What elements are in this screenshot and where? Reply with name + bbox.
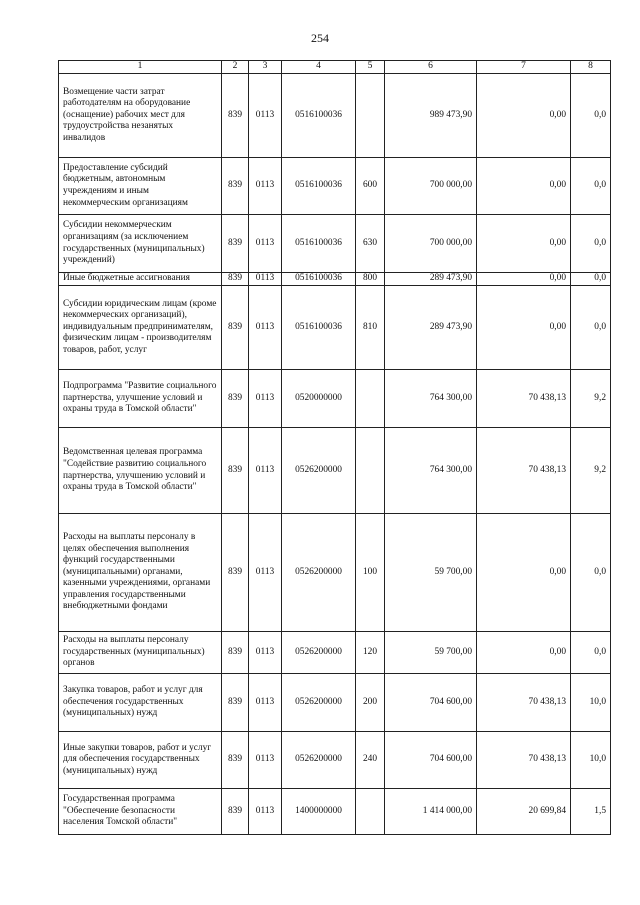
row-actual-amount: 20 699,84 xyxy=(477,789,571,835)
table-row xyxy=(59,370,611,428)
row-target-article: 0526200000 xyxy=(282,674,356,732)
row-expense-type: 630 xyxy=(356,215,385,273)
row-expense-type: 800 xyxy=(356,273,385,286)
header-col-6: 6 xyxy=(385,61,477,74)
row-actual-amount: 0,00 xyxy=(477,74,571,158)
row-expense-type: 240 xyxy=(356,732,385,789)
row-expense-type: 200 xyxy=(356,674,385,732)
row-name: Иные бюджетные ассигнования xyxy=(59,273,222,286)
row-actual-amount: 0,00 xyxy=(477,158,571,215)
row-target-article: 0526200000 xyxy=(282,514,356,632)
row-section-code: 0113 xyxy=(249,674,282,732)
row-admin-code: 839 xyxy=(222,273,249,286)
row-section-code: 0113 xyxy=(249,514,282,632)
row-plan-amount: 59 700,00 xyxy=(385,632,477,674)
row-plan-amount: 700 000,00 xyxy=(385,215,477,273)
header-col-3: 3 xyxy=(249,61,282,74)
row-target-article: 0516100036 xyxy=(282,74,356,158)
row-target-article: 0516100036 xyxy=(282,286,356,370)
header-col-8: 8 xyxy=(571,61,611,74)
row-percent: 10,0 xyxy=(571,674,611,732)
row-plan-amount: 700 000,00 xyxy=(385,158,477,215)
table-row xyxy=(59,674,611,732)
row-percent: 10,0 xyxy=(571,732,611,789)
row-expense-type xyxy=(356,370,385,428)
row-actual-amount: 0,00 xyxy=(477,514,571,632)
row-admin-code: 839 xyxy=(222,158,249,215)
row-name: Подпрограмма "Развитие социального партнерства, улучшение условий и охраны труда в Томской области" xyxy=(59,370,222,428)
row-section-code: 0113 xyxy=(249,215,282,273)
row-admin-code: 839 xyxy=(222,215,249,273)
row-name: Расходы на выплаты персоналу в целях обеспечения выполнения функций государственными (муниципальными) органами, казенными учреждениями, органами управления государственными внебюджетными фондами xyxy=(59,514,222,632)
row-section-code: 0113 xyxy=(249,370,282,428)
row-admin-code: 839 xyxy=(222,732,249,789)
row-name: Предоставление субсидий бюджетным, автономным учреждениям и иным некоммерческим организациям xyxy=(59,158,222,215)
row-actual-amount: 70 438,13 xyxy=(477,732,571,789)
row-target-article: 0526200000 xyxy=(282,428,356,514)
row-target-article: 0516100036 xyxy=(282,158,356,215)
row-section-code: 0113 xyxy=(249,632,282,674)
row-plan-amount: 989 473,90 xyxy=(385,74,477,158)
table-row xyxy=(59,428,611,514)
row-target-article: 0516100036 xyxy=(282,273,356,286)
row-expense-type: 100 xyxy=(356,514,385,632)
row-name: Ведомственная целевая программа "Содействие развитию социального партнерства, улучшению условий и охраны труда в Томской области" xyxy=(59,428,222,514)
row-target-article: 0526200000 xyxy=(282,632,356,674)
row-plan-amount: 289 473,90 xyxy=(385,273,477,286)
row-admin-code: 839 xyxy=(222,789,249,835)
row-name: Субсидии юридическим лицам (кроме некоммерческих организаций), индивидуальным предпринимателям, физическим лицам - производителям товаров, работ, услуг xyxy=(59,286,222,370)
row-section-code: 0113 xyxy=(249,286,282,370)
row-expense-type xyxy=(356,428,385,514)
row-name: Закупка товаров, работ и услуг для обеспечения государственных (муниципальных) нужд xyxy=(59,674,222,732)
row-section-code: 0113 xyxy=(249,428,282,514)
row-percent: 0,0 xyxy=(571,286,611,370)
table-row xyxy=(59,273,611,286)
row-percent: 0,0 xyxy=(571,514,611,632)
row-admin-code: 839 xyxy=(222,632,249,674)
row-name: Расходы на выплаты персоналу государственных (муниципальных) органов xyxy=(59,632,222,674)
row-plan-amount: 59 700,00 xyxy=(385,514,477,632)
row-percent: 0,0 xyxy=(571,632,611,674)
row-percent: 0,0 xyxy=(571,74,611,158)
row-name: Государственная программа "Обеспечение безопасности населения Томской области" xyxy=(59,789,222,835)
row-actual-amount: 70 438,13 xyxy=(477,428,571,514)
header-col-7: 7 xyxy=(477,61,571,74)
row-plan-amount: 764 300,00 xyxy=(385,370,477,428)
page-number: 254 xyxy=(311,31,329,45)
table-row xyxy=(59,514,611,632)
row-percent: 9,2 xyxy=(571,428,611,514)
table-row xyxy=(59,74,611,158)
row-admin-code: 839 xyxy=(222,286,249,370)
row-name: Иные закупки товаров, работ и услуг для обеспечения государственных (муниципальных) нужд xyxy=(59,732,222,789)
row-plan-amount: 1 414 000,00 xyxy=(385,789,477,835)
row-actual-amount: 0,00 xyxy=(477,215,571,273)
row-percent: 0,0 xyxy=(571,273,611,286)
header-col-2: 2 xyxy=(222,61,249,74)
row-actual-amount: 0,00 xyxy=(477,632,571,674)
row-percent: 0,0 xyxy=(571,158,611,215)
row-target-article: 0516100036 xyxy=(282,215,356,273)
header-col-1: 1 xyxy=(59,61,222,74)
row-expense-type xyxy=(356,789,385,835)
row-section-code: 0113 xyxy=(249,158,282,215)
header-col-5: 5 xyxy=(356,61,385,74)
row-name: Субсидии некоммерческим организациям (за исключением государственных (муниципальных) учреждений) xyxy=(59,215,222,273)
row-target-article: 1400000000 xyxy=(282,789,356,835)
table-row xyxy=(59,286,611,370)
row-actual-amount: 70 438,13 xyxy=(477,674,571,732)
table-row xyxy=(59,215,611,273)
row-actual-amount: 0,00 xyxy=(477,286,571,370)
row-expense-type: 120 xyxy=(356,632,385,674)
row-plan-amount: 289 473,90 xyxy=(385,286,477,370)
row-expense-type xyxy=(356,74,385,158)
row-plan-amount: 704 600,00 xyxy=(385,732,477,789)
row-target-article: 0520000000 xyxy=(282,370,356,428)
row-admin-code: 839 xyxy=(222,74,249,158)
row-plan-amount: 764 300,00 xyxy=(385,428,477,514)
row-admin-code: 839 xyxy=(222,428,249,514)
row-actual-amount: 70 438,13 xyxy=(477,370,571,428)
row-section-code: 0113 xyxy=(249,74,282,158)
row-section-code: 0113 xyxy=(249,273,282,286)
row-expense-type: 810 xyxy=(356,286,385,370)
row-actual-amount: 0,00 xyxy=(477,273,571,286)
table-row xyxy=(59,789,611,835)
table-row xyxy=(59,632,611,674)
table-row xyxy=(59,158,611,215)
row-percent: 1,5 xyxy=(571,789,611,835)
row-admin-code: 839 xyxy=(222,514,249,632)
row-admin-code: 839 xyxy=(222,370,249,428)
row-admin-code: 839 xyxy=(222,674,249,732)
header-row xyxy=(59,61,611,74)
row-percent: 9,2 xyxy=(571,370,611,428)
row-percent: 0,0 xyxy=(571,215,611,273)
row-section-code: 0113 xyxy=(249,732,282,789)
row-expense-type: 600 xyxy=(356,158,385,215)
row-plan-amount: 704 600,00 xyxy=(385,674,477,732)
row-section-code: 0113 xyxy=(249,789,282,835)
row-target-article: 0526200000 xyxy=(282,732,356,789)
table-row xyxy=(59,732,611,789)
row-name: Возмещение части затрат работодателям на оборудование (оснащение) рабочих мест для трудоустройства незанятых инвалидов xyxy=(59,74,222,158)
budget-table xyxy=(58,60,611,835)
header-col-4: 4 xyxy=(282,61,356,74)
